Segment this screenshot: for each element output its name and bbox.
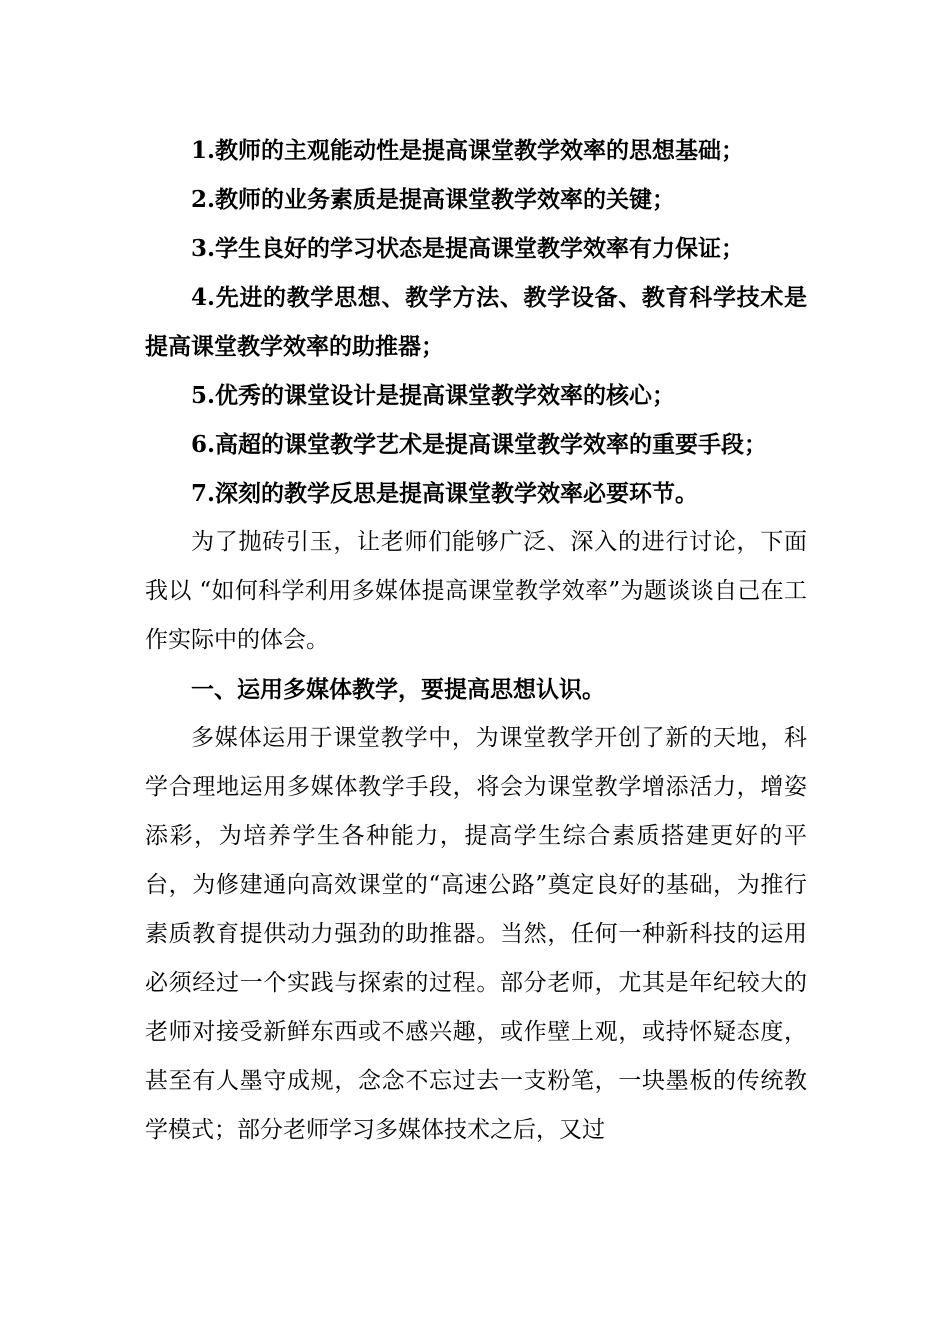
- list-item-6: 6.高超的课堂教学艺术是提高课堂教学效率的重要手段；: [191, 431, 768, 458]
- list-item-4: 4.先进的教学思想、教学方法、教学设备、教育科学技术是提高课堂教学效率的助推器；: [145, 284, 807, 360]
- intro-paragraph: 为了抛砖引玉，让老师们能够广泛、深入的进行讨论，下面我以 “如何科学利用多媒体提高课堂教学效率”为题谈谈自己在工作实际中的体会。: [145, 529, 807, 653]
- list-item-2: 2.教师的业务素质是提高课堂教学效率的关键；: [191, 186, 676, 213]
- list-item-1: 1.教师的主观能动性是提高课堂教学效率的思想基础；: [191, 137, 745, 164]
- section-heading: 一、运用多媒体教学，要提高思想认识。: [191, 676, 605, 703]
- document-body: [145, 126, 807, 1155]
- list-item-3: 3.学生良好的学习状态是提高课堂教学效率有力保证；: [191, 235, 745, 262]
- body-paragraph: 多媒体运用于课堂教学中，为课堂教学开创了新的天地，科学合理地运用多媒体教学手段，将会为课堂教学增添活力，增姿添彩，为培养学生各种能力，提高学生综合素质搭建更好的平台，为修建通向高效课堂的“高速公路”奠定良好的基础，为推行素质教育提供动力强劲的助推器。当然，任何一种新科技的运用必须经过一个实践与探索的过程。部分老师，尤其是年纪较大的老师对接受新鲜东西或不感兴趣，或作壁上观，或持怀疑态度，甚至有人墨守成规，念念不忘过去一支粉笔，一块墨板的传统教学模式；部分老师学习多媒体技术之后，又过: [145, 725, 807, 1143]
- list-item-5: 5.优秀的课堂设计是提高课堂教学效率的核心；: [191, 382, 676, 409]
- list-item-7: 7.深刻的教学反思是提高课堂教学效率必要环节。: [191, 480, 699, 507]
